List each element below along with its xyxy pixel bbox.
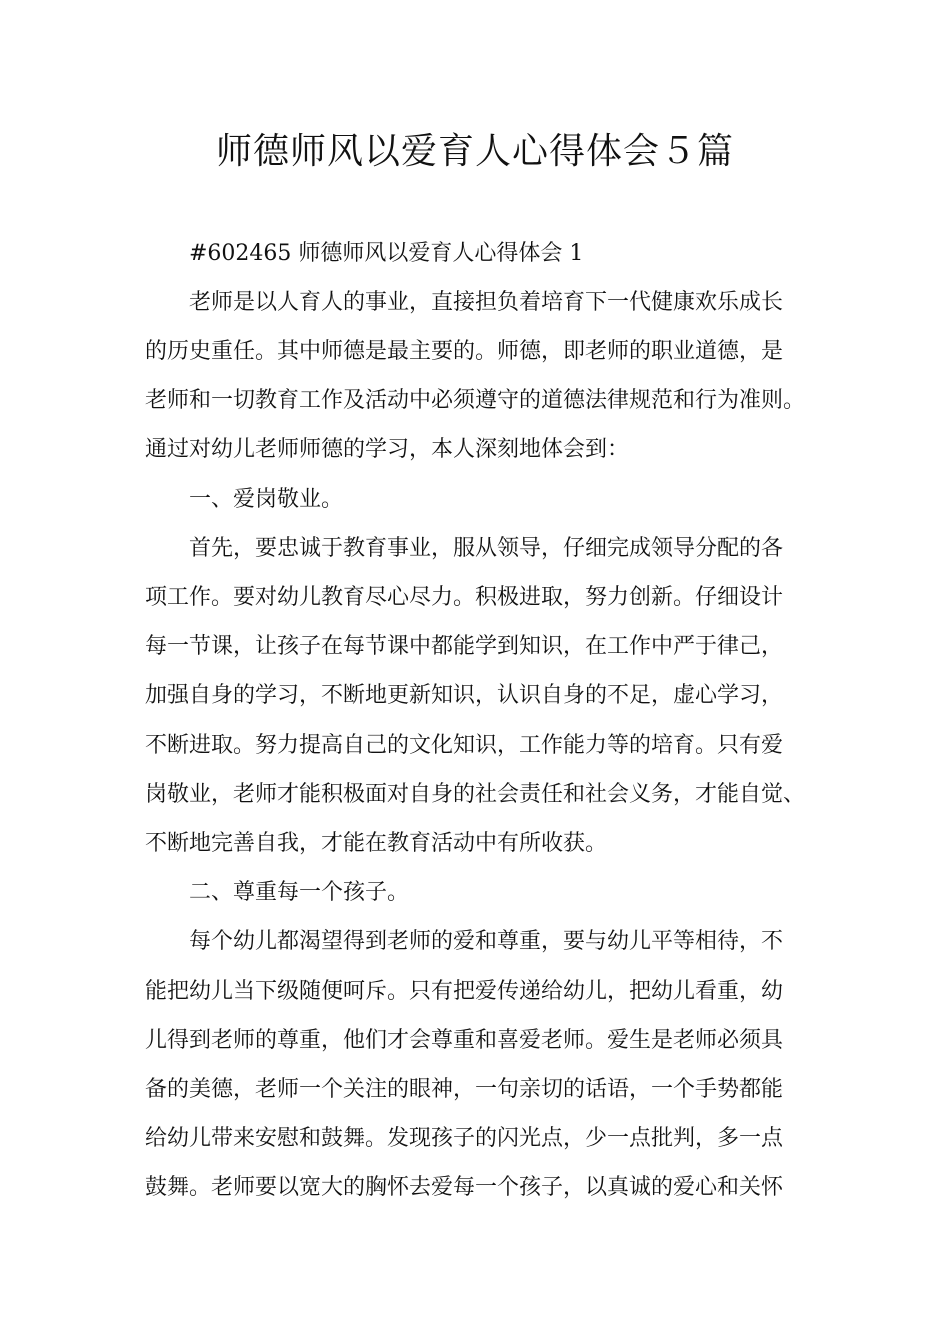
paragraph-line: 不断地完善自我，才能在教育活动中有所收获。 [145, 831, 608, 856]
paragraph-line: 老师是以人育人的事业，直接担负着培育下一代健康欢乐成长 [189, 290, 784, 315]
paragraph-line: 加强自身的学习，不断地更新知识，认识自身的不足，虚心学习， [145, 683, 784, 708]
paragraph-line: 的历史重任。其中师德是最主要的。师德，即老师的职业道德，是 [145, 339, 784, 364]
paragraph-line: 首先，要忠诚于教育事业，服从领导，仔细完成领导分配的各 [189, 536, 784, 561]
paragraph-line: 备的美德，老师一个关注的眼神，一句亲切的话语，一个手势都能 [145, 1077, 784, 1102]
paragraph-line: 岗敬业，老师才能积极面对自身的社会责任和社会义务，才能自觉、 [145, 782, 806, 807]
document-title: 师德师风以爱育人心得体会５篇 [215, 131, 734, 172]
section-heading: 一、爱岗敬业。 [189, 487, 344, 512]
paragraph-line: 鼓舞。老师要以宽大的胸怀去爱每一个孩子，以真诚的爱心和关怀 [145, 1175, 784, 1200]
paragraph-line: 通过对幼儿老师师德的学习，本人深刻地体会到： [145, 437, 630, 462]
paragraph-line: 不断进取。努力提高自己的文化知识，工作能力等的培育。只有爱 [145, 733, 784, 758]
paragraph-line: 每个幼儿都渴望得到老师的爱和尊重，要与幼儿平等相待，不 [189, 929, 784, 954]
paragraph-line: 儿得到老师的尊重，他们才会尊重和喜爱老师。爱生是老师必须具 [145, 1028, 784, 1053]
paragraph-line: 能把幼儿当下级随便呵斥。只有把爱传递给幼儿，把幼儿看重，幼 [145, 979, 784, 1004]
section-heading: #602465 师德师风以爱育人心得体会 1 [189, 241, 584, 266]
paragraph-line: 每一节课，让孩子在每节课中都能学到知识，在工作中严于律己， [145, 634, 784, 659]
section-heading: 二、尊重每一个孩子。 [189, 880, 410, 905]
paragraph-line: 项工作。要对幼儿教育尽心尽力。积极进取，努力创新。仔细设计 [145, 585, 784, 610]
paragraph-line: 给幼儿带来安慰和鼓舞。发现孩子的闪光点，少一点批判，多一点 [145, 1126, 784, 1151]
paragraph-line: 老师和一切教育工作及活动中必须遵守的道德法律规范和行为准则。 [145, 388, 806, 413]
